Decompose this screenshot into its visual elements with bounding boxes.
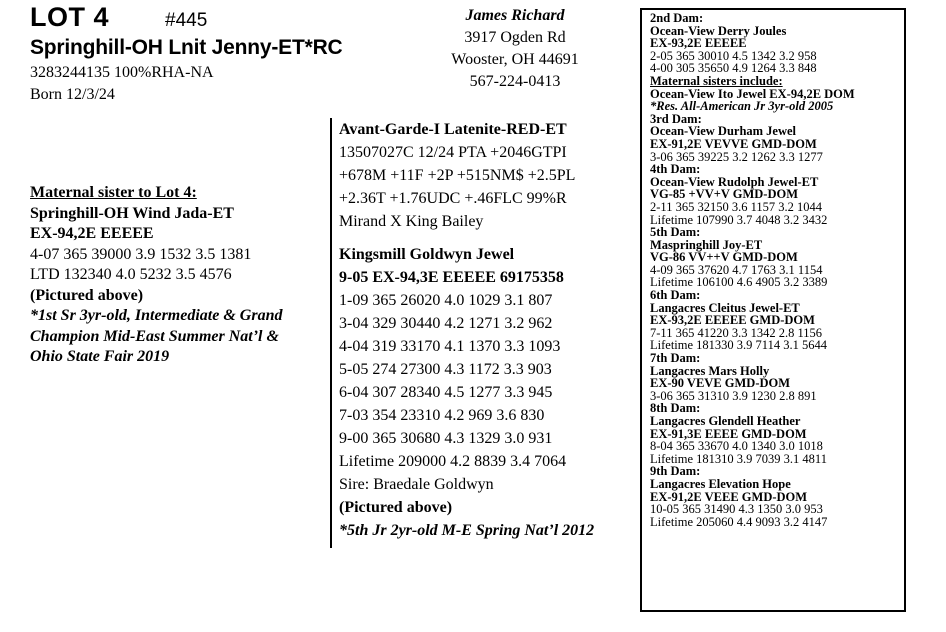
dam8-classification: EX-91,3E EEEE GMD-DOM bbox=[650, 426, 807, 441]
dam6-record: 7-11 365 41220 3.3 1342 2.8 1156 bbox=[650, 325, 822, 340]
dam5-name: Maspringhill Joy-ET bbox=[650, 237, 763, 252]
consignor-address-1: 3917 Ogden Rd bbox=[464, 29, 566, 46]
dam7-heading: 7th Dam: bbox=[650, 351, 701, 366]
dam2-record: 2-05 365 30010 4.5 1342 3.2 958 bbox=[650, 48, 817, 63]
dam3-name: Ocean-View Durham Jewel bbox=[650, 124, 797, 139]
registration-line: 3283244135 100%RHA-NA bbox=[30, 64, 214, 81]
dam9-heading: 9th Dam: bbox=[650, 464, 701, 479]
dam8-heading: 8th Dam: bbox=[650, 401, 701, 416]
dam-record: 1-09 365 26020 4.0 1029 3.1 807 bbox=[339, 292, 553, 309]
dam3-classification: EX-91,2E VEVVE GMD-DOM bbox=[650, 136, 817, 151]
dam8-lifetime: Lifetime 181310 3.9 7039 3.1 4811 bbox=[650, 451, 827, 466]
maternal-sister-name: Springhill-OH Wind Jada-ET bbox=[30, 204, 234, 222]
dam6-lifetime: Lifetime 181330 3.9 7114 3.1 5644 bbox=[650, 338, 827, 353]
dam5-lifetime: Lifetime 106100 4.6 4905 3.2 3389 bbox=[650, 275, 828, 290]
dam-classification: 9-05 EX-94,3E EEEEE 69175358 bbox=[339, 269, 564, 286]
maternal-sister-award-3: Ohio State Fair 2019 bbox=[30, 348, 170, 365]
dam5-classification: VG-86 VV++V GMD-DOM bbox=[650, 250, 798, 265]
dam4-heading: 4th Dam: bbox=[650, 162, 701, 177]
maternal-sisters-heading: Maternal sisters include: bbox=[650, 73, 783, 88]
consignor-address-2: Wooster, OH 44691 bbox=[451, 51, 579, 68]
dam2-classification: EX-93,2E EEEEE bbox=[650, 36, 747, 51]
dam-sire: Sire: Braedale Goldwyn bbox=[339, 476, 494, 493]
dam9-record: 10-05 365 31490 4.3 1350 3.0 953 bbox=[650, 502, 823, 517]
maternal-sister-pictured: (Pictured above) bbox=[30, 286, 144, 304]
dam-award: *5th Jr 2yr-old M-E Spring Nat’l 2012 bbox=[339, 522, 595, 539]
dam7-classification: EX-90 VEVE GMD-DOM bbox=[650, 376, 791, 391]
dam2-record: 4-00 305 35650 4.9 1264 3.3 848 bbox=[650, 61, 817, 76]
sire-proof-3: +2.36T +1.76UDC +.46FLC 99%R bbox=[339, 190, 567, 207]
sire-dam-block bbox=[330, 118, 594, 548]
dam7-name: Langacres Mars Holly bbox=[650, 363, 770, 378]
consignor-name: James Richard bbox=[465, 7, 565, 24]
maternal-sister-record: 4-07 365 39000 3.9 1532 3.5 1381 bbox=[30, 245, 252, 263]
dam6-name: Langacres Cleitus Jewel-ET bbox=[650, 300, 800, 315]
dam-record: 5-05 274 27300 4.3 1172 3.3 903 bbox=[339, 361, 552, 378]
dam-record: 3-04 329 30440 4.2 1271 3.2 962 bbox=[339, 315, 553, 332]
maternal-sisters-name: Ocean-View Ito Jewel EX-94,2E DOM bbox=[650, 86, 855, 101]
dam2-heading: 2nd Dam: bbox=[650, 11, 704, 25]
birth-date: Born 12/3/24 bbox=[30, 86, 115, 103]
consignor-phone: 567-224-0413 bbox=[469, 73, 561, 90]
dam4-record: 2-11 365 32150 3.6 1157 3.2 1044 bbox=[650, 199, 822, 214]
animal-name: Springhill-OH Lnit Jenny-ET*RC bbox=[30, 36, 343, 59]
sire-proof-1: 13507027C 12/24 PTA +2046GTPI bbox=[339, 144, 567, 161]
dam3-record: 3-06 365 39225 3.2 1262 3.3 1277 bbox=[650, 149, 823, 164]
maternal-sister-lifetime: LTD 132340 4.0 5232 3.5 4576 bbox=[30, 266, 232, 283]
maternal-sister-block bbox=[30, 183, 282, 368]
dam4-classification: VG-85 +VV+V GMD-DOM bbox=[650, 187, 799, 202]
dam4-lifetime: Lifetime 107990 3.7 4048 3.2 3432 bbox=[650, 212, 828, 227]
dam-record: 6-04 307 28340 4.5 1277 3.3 945 bbox=[339, 384, 553, 401]
consignor-block bbox=[395, 5, 635, 93]
sire-name: Avant-Garde-I Latenite-RED-ET bbox=[339, 121, 567, 138]
dam5-heading: 5th Dam: bbox=[650, 225, 701, 240]
dam7-record: 3-06 365 31310 3.9 1230 2.8 891 bbox=[650, 388, 817, 403]
dam8-name: Langacres Glendell Heather bbox=[650, 414, 801, 428]
lot-title: LOT 4 bbox=[30, 2, 110, 32]
maternal-sister-classification: EX-94,2E EEEEE bbox=[30, 225, 154, 242]
dam-name: Kingsmill Goldwyn Jewel bbox=[339, 246, 515, 263]
dam6-classification: EX-93,2E EEEEE GMD-DOM bbox=[650, 313, 815, 328]
maternal-sister-heading: Maternal sister to Lot 4: bbox=[30, 184, 197, 201]
dam9-lifetime: Lifetime 205060 4.4 9093 3.2 4147 bbox=[650, 514, 828, 529]
sire-proof-2: +678M +11F +2P +515NM$ +2.5PL bbox=[339, 167, 576, 184]
dam5-record: 4-09 365 37620 4.7 1763 3.1 1154 bbox=[650, 262, 823, 277]
dam-lifetime: Lifetime 209000 4.2 8839 3.4 7064 bbox=[339, 453, 567, 470]
dam-record: 7-03 354 23310 4.2 969 3.6 830 bbox=[339, 407, 545, 424]
dam8-record: 8-04 365 33670 4.0 1340 3.0 1018 bbox=[650, 439, 823, 454]
dam3-heading: 3rd Dam: bbox=[650, 111, 702, 126]
lot-catalog-number: #445 bbox=[165, 10, 208, 31]
dam9-name: Langacres Elevation Hope bbox=[650, 476, 791, 491]
dam-record: 9-00 365 30680 4.3 1329 3.0 931 bbox=[339, 430, 553, 447]
dam6-heading: 6th Dam: bbox=[650, 288, 701, 303]
dam4-name: Ocean-View Rudolph Jewel-ET bbox=[650, 174, 819, 189]
dam9-classification: EX-91,2E VEEE GMD-DOM bbox=[650, 489, 808, 504]
maternal-sister-award-2: Champion Mid-East Summer Nat’l & bbox=[30, 327, 279, 345]
dam-record: 4-04 319 33170 4.1 1370 3.3 1093 bbox=[339, 338, 561, 355]
dam2-name: Ocean-View Derry Joules bbox=[650, 23, 787, 38]
maternal-sister-award-1: *1st Sr 3yr-old, Intermediate & Grand bbox=[30, 307, 283, 324]
dam-pictured: (Pictured above) bbox=[339, 499, 453, 516]
pedigree-box bbox=[640, 8, 906, 612]
maternal-sisters-award: *Res. All-American Jr 3yr-old 2005 bbox=[650, 99, 834, 114]
sire-pedigree: Mirand X King Bailey bbox=[339, 213, 484, 230]
